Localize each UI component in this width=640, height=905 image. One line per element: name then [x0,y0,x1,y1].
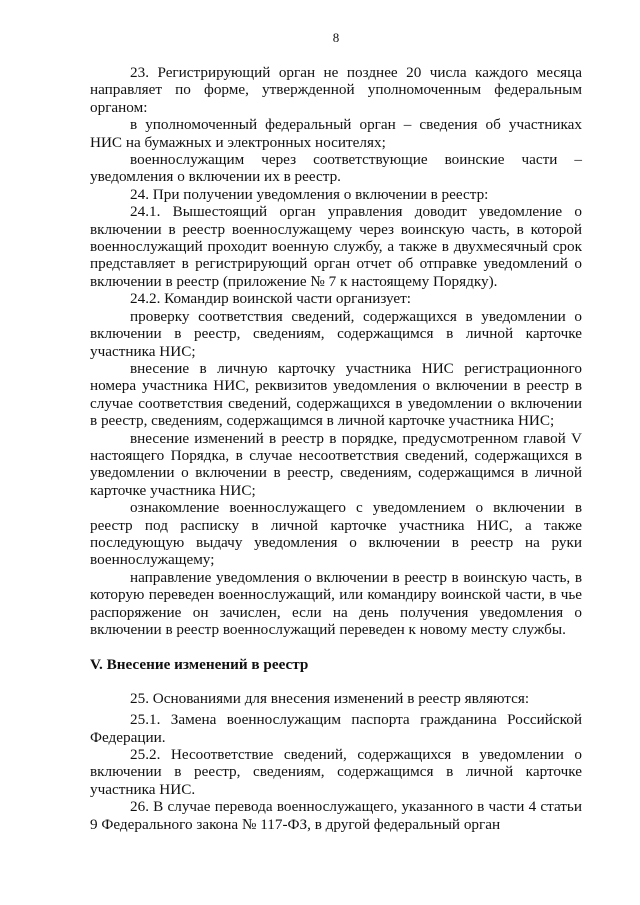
paragraph-23-item-2: военнослужащим через соответствующие воинские части – уведомления о включении их в реестр. [90,151,582,186]
section-heading: V. Внесение изменений в реестр [90,656,309,674]
paragraph-24: 24. При получении уведомления о включении в реестр: [130,185,489,203]
paragraph-25: 25. Основаниями для внесения изменений в реестр являются: [130,689,530,707]
paragraph-24-1: 24.1. Вышестоящий орган управления доводит уведомление о включении в реестр военнослужащему через воинскую часть, в которой военнослужащий проходит военную службу, а также в двухмесячный срок представляет в регистрирующий орган отчет об отправке уведомлений о включении в реестр (приложение № 7 к настоящему Порядку). [90,203,582,290]
section-25-block [90,690,582,833]
page-number: 8 [332,30,340,45]
paragraph-24-2-item-5: направление уведомления о включении в реестр в воинскую часть, в которую переведен военнослужащий, или командиру воинской части, в чье распоряжение он зачислен, если на день получения уведомления о включении в реестр военнослужащий переведен к новому месту службы. [90,568,582,638]
paragraph-23-item-1: в уполномоченный федеральный орган – сведения об участниках НИС на бумажных и электронных носителях; [90,116,582,151]
paragraph-26: 26. В случае перевода военнослужащего, указанного в части 4 статьи 9 Федерального закона № 117-ФЗ, в другой федеральный орган [90,798,582,833]
section-24-block [90,64,582,638]
paragraph-25-2: 25.2. Несоответствие сведений, содержащихся в уведомлении о включении в реестр, сведениям, содержащимся в личной карточке участника НИС. [90,746,582,798]
paragraph-25-1: 25.1. Замена военнослужащим паспорта гражданина Российской Федерации. [90,711,582,746]
paragraph-24-2-item-2: внесение в личную карточку участника НИС регистрационного номера участника НИС, реквизитов уведомления о включении в реестр в случае соответствия сведений, содержащихся в уведомлении о включении в реестр, сведениям, содержащимся в личной карточке участника НИС; [90,359,582,430]
paragraph-23: 23. Регистрирующий орган не позднее 20 числа каждого месяца направляет по форме, утвержденной уполномоченным федеральным органом: [90,64,582,116]
paragraph-24-2-item-1: проверку соответствия сведений, содержащихся в уведомлении о включении в реестр, сведениям, содержащимся в личной карточке участника НИС; [90,307,582,360]
paragraph-24-2-item-4: ознакомление военнослужащего с уведомлением о включении в реестр под расписку в личной карточке участника НИС, а также последующую выдачу уведомления о включении в реестр на руки военнослужащему; [90,499,582,569]
paragraph-24-2-item-3: внесение изменений в реестр в порядке, предусмотренном главой V настоящего Порядка, в случае несоответствия сведений, содержащихся в уведомлении о включении в реестр, сведениям, содержащимся в личной карточке участника НИС; [90,429,582,499]
paragraph-24-2: 24.2. Командир воинской части организует: [130,290,412,308]
